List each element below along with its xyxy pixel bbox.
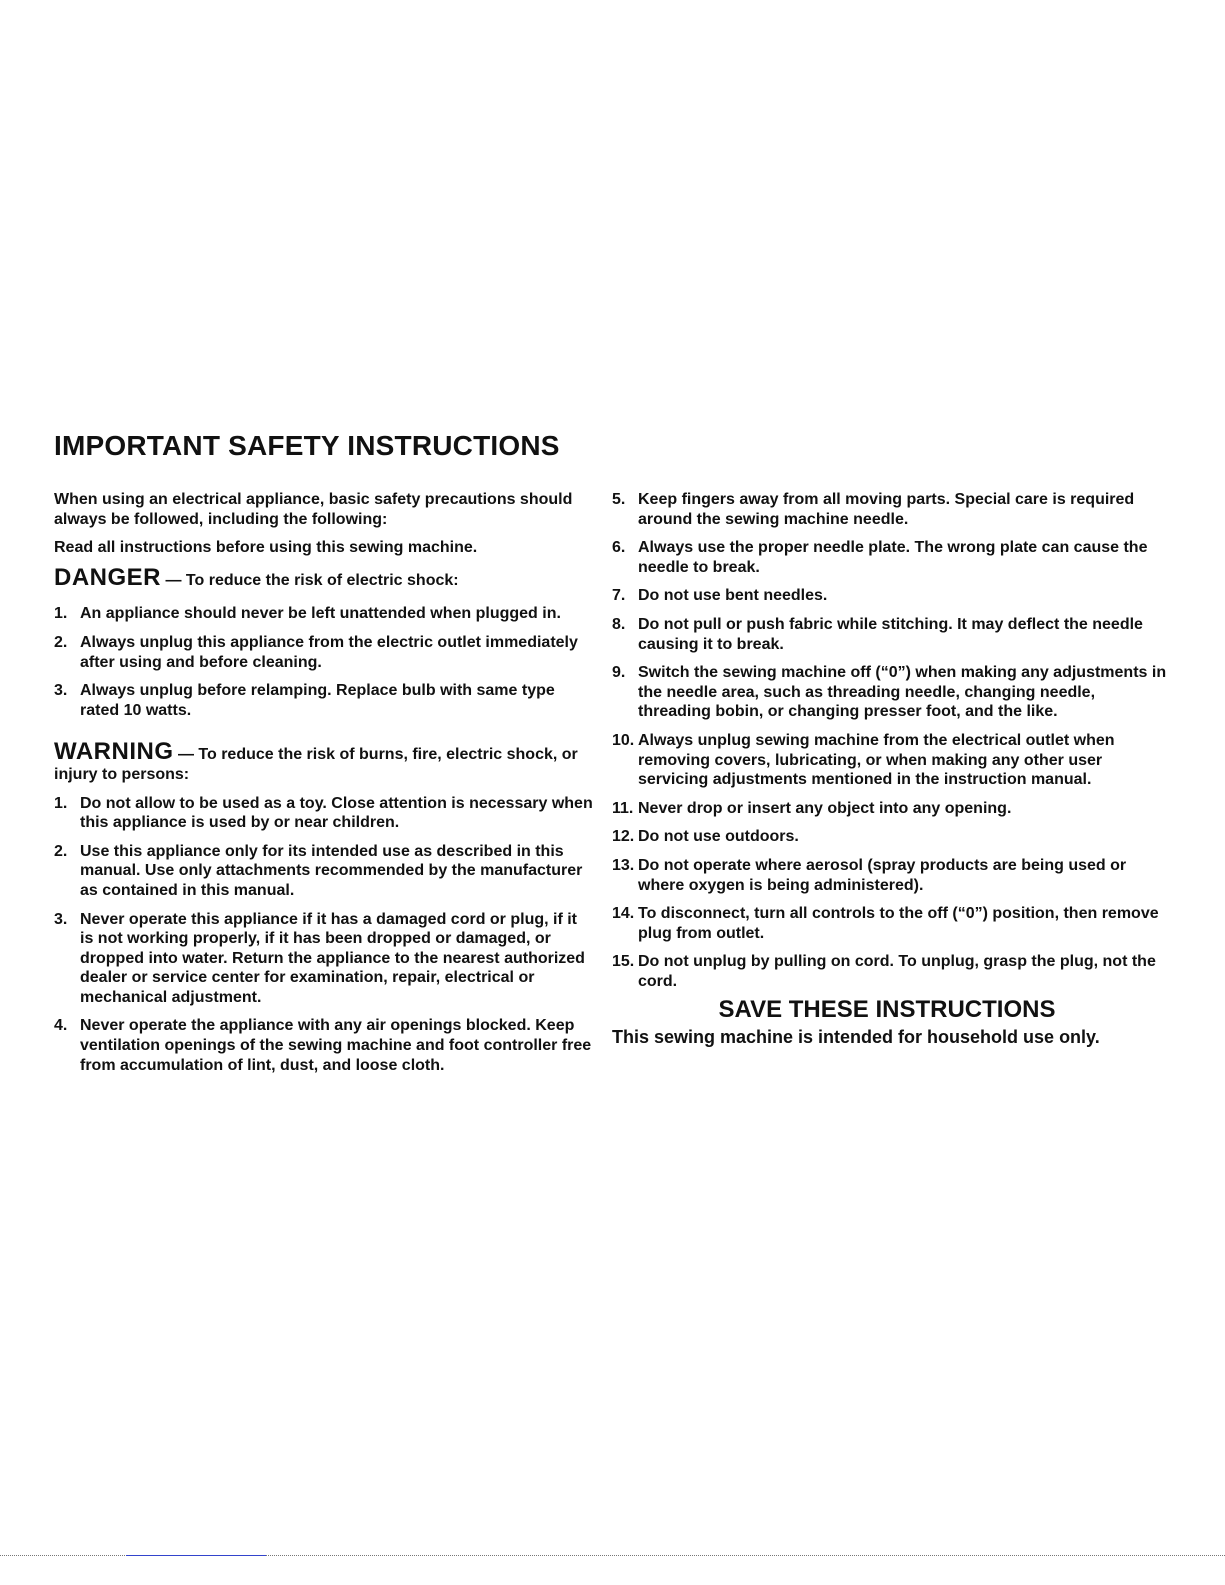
item-number: 3. <box>54 682 68 700</box>
item-number: 9. <box>612 664 626 682</box>
item-number: 3. <box>54 910 68 928</box>
list-item <box>54 633 594 672</box>
list-item <box>612 827 1172 847</box>
danger-heading <box>54 563 594 591</box>
continued-list <box>612 490 1172 991</box>
item-number: 13. <box>612 856 635 874</box>
list-item <box>612 538 1172 577</box>
item-text: Do not operate where aerosol (spray products are being used or where oxygen is being administered). <box>638 856 1127 894</box>
warning-heading <box>54 738 594 784</box>
list-item <box>612 663 1172 722</box>
item-number: 7. <box>612 587 626 605</box>
read-instructions-text: Read all instructions before using this sewing machine. <box>54 539 478 557</box>
list-item <box>54 910 594 1008</box>
item-text: To disconnect, turn all controls to the off (“0”) position, then remove plug from outlet. <box>638 905 1159 942</box>
item-text: Always unplug sewing machine from the electrical outlet when removing covers, lubricating, or when making any other user servicing adjustments mentioned in the instruction manual. <box>638 731 1115 789</box>
list-item <box>54 842 594 901</box>
item-number: 12. <box>612 828 635 846</box>
item-text: Never operate the appliance with any air openings blocked. Keep ventilation openings of the sewing machine and foot controller free from accumulation of lint, dust, and loose cloth. <box>80 1017 592 1074</box>
danger-text: — To reduce the risk of electric shock: <box>161 571 459 589</box>
item-number: 14. <box>612 905 635 923</box>
list-item <box>612 856 1172 895</box>
item-number: 6. <box>612 539 626 557</box>
warning-text: — To reduce the risk of burns, fire, electric shock, or injury to persons: <box>54 746 578 783</box>
danger-label: DANGER <box>54 563 162 591</box>
household-use-note: This sewing machine is intended for household use only. <box>612 1027 1100 1048</box>
page-title: IMPORTANT SAFETY INSTRUCTIONS <box>54 430 560 461</box>
list-item <box>612 952 1172 991</box>
item-text: An appliance should never be left unattended when plugged in. <box>80 605 561 623</box>
item-number: 11. <box>612 799 634 817</box>
list-item <box>612 615 1172 654</box>
item-text: Keep fingers away from all moving parts. Special care is required around the sewing machine needle. <box>638 491 1135 528</box>
list-item <box>54 681 594 720</box>
list-item <box>54 1016 594 1075</box>
item-text: Always unplug this appliance from the electric outlet immediately after using and before cleaning. <box>80 633 578 671</box>
item-number: 10. <box>612 731 635 749</box>
item-text: Do not pull or push fabric while stitching. It may deflect the needle causing it to break. <box>638 615 1143 653</box>
list-item <box>612 731 1172 790</box>
item-number: 2. <box>54 633 68 651</box>
danger-list <box>54 604 594 720</box>
item-text: Do not unplug by pulling on cord. To unplug, grasp the plug, not the cord. <box>638 953 1156 990</box>
list-item <box>612 586 1172 606</box>
intro-text: When using an electrical appliance, basic safety precautions should always be followed, including the following: <box>54 491 573 528</box>
footer-link-underline <box>126 1555 266 1556</box>
item-text: Always use the proper needle plate. The wrong plate can cause the needle to break. <box>638 539 1148 576</box>
right-column <box>612 490 1172 1048</box>
item-text: Do not use outdoors. <box>638 828 799 846</box>
left-column <box>54 490 594 1084</box>
item-text: Do not allow to be used as a toy. Close attention is necessary when this appliance is used by or near children. <box>80 794 593 832</box>
item-number: 4. <box>54 1017 68 1035</box>
list-item <box>612 490 1172 529</box>
item-text: Always unplug before relamping. Replace bulb with same type rated 10 watts. <box>80 682 555 719</box>
item-number: 1. <box>54 605 68 623</box>
list-item <box>612 799 1172 819</box>
item-number: 1. <box>54 794 68 812</box>
item-number: 15. <box>612 953 635 971</box>
item-number: 5. <box>612 491 626 508</box>
item-text: Never operate this appliance if it has a damaged cord or plug, if it is not working properly, if it has been dropped or damaged, or dropped into water. Return the appliance to the nearest authorized dealer or service center for examination, repair, electrical or mechanical adjustment. <box>80 910 585 1006</box>
list-item <box>54 604 594 624</box>
save-instructions-heading: SAVE THESE INSTRUCTIONS <box>718 996 1056 1024</box>
list-item <box>54 794 594 833</box>
item-number: 8. <box>612 615 626 633</box>
warning-list <box>54 794 594 1076</box>
item-text: Do not use bent needles. <box>638 587 828 605</box>
item-text: Use this appliance only for its intended use as described in this manual. Use only attachments recommended by the manufacturer as contained in this manual. <box>80 842 583 899</box>
list-item <box>612 904 1172 943</box>
item-number: 2. <box>54 842 68 860</box>
item-text: Never drop or insert any object into any opening. <box>638 799 1012 817</box>
warning-label: WARNING <box>54 738 174 766</box>
item-text: Switch the sewing machine off (“0”) when making any adjustments in the needle area, such as threading needle, changing needle, threading bobin, or changing presser foot, and the like. <box>638 664 1167 721</box>
